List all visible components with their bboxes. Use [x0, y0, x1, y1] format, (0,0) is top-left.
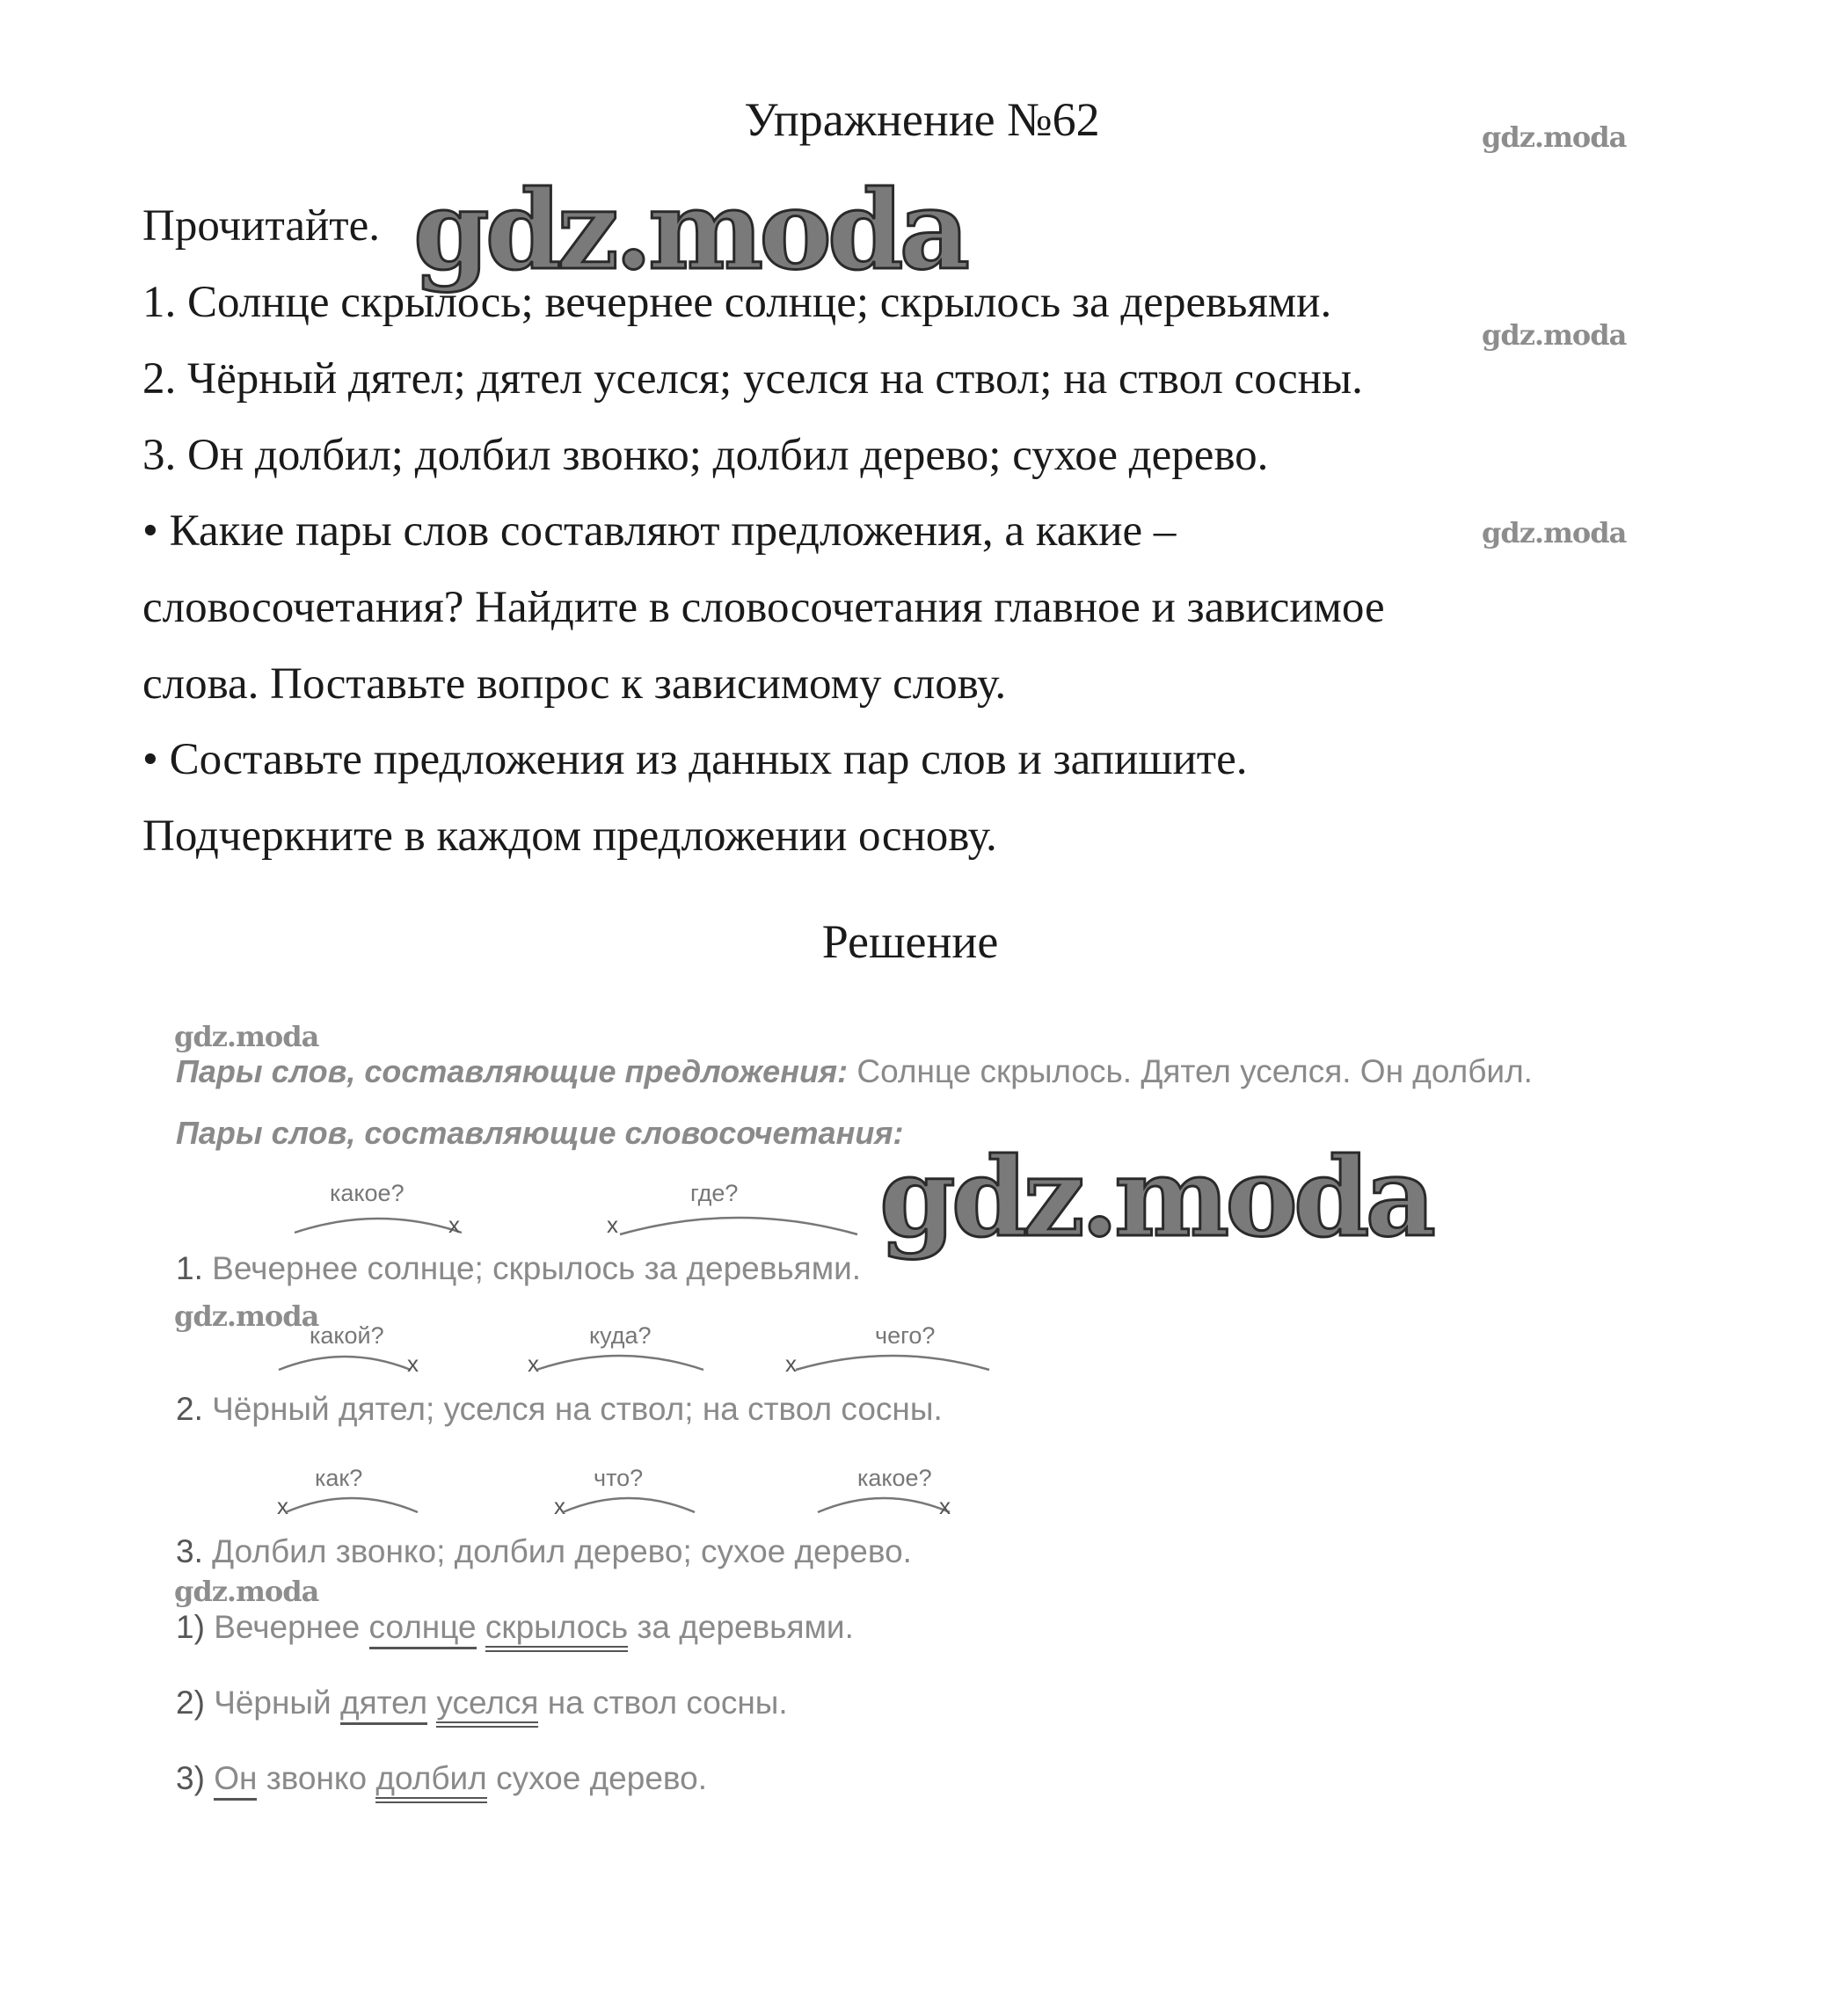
composed-3-mid: звонко [266, 1760, 368, 1796]
sentences-text: Солнце скрылось. Дятел уселся. Он долбил. [856, 1053, 1533, 1089]
question-2b: куда? [589, 1322, 652, 1349]
phrase-line-3-text: Долбил звонко; долбил дерево; сухое дерево. [212, 1533, 912, 1569]
solution-heading: Решение [821, 915, 999, 968]
task-instruction-1: • Какие пары слов составляют предложения, а какие – [142, 506, 1177, 556]
composed-1-pre: Вечернее [214, 1609, 361, 1645]
phrase-line-2-text: Чёрный дятел; уселся на ствол; на ствол сосны. [212, 1391, 943, 1427]
page-title: Упражнение №62 [744, 93, 1100, 146]
watermark-2: gdz.moda [1482, 318, 1627, 352]
arc-2a [274, 1345, 415, 1377]
phrase-line-1-num: 1. [176, 1250, 203, 1286]
phrase-line-1 [176, 1250, 861, 1287]
dep-mark-2b: х [528, 1350, 539, 1377]
arc-1b [616, 1206, 862, 1241]
composed-2-num: 2) [176, 1685, 205, 1721]
arc-3c [813, 1488, 954, 1519]
composed-sentence-1 [176, 1609, 854, 1646]
phrase-line-3 [176, 1533, 912, 1570]
watermark-large-2: gdz.moda [879, 1134, 1432, 1262]
sentences-label: Пары слов, составляющие предложения: [176, 1053, 849, 1089]
question-1b: где? [690, 1180, 739, 1206]
task-line-2: 2. Чёрный дятел; дятел уселся; уселся на ствол; на ствол сосны. [142, 354, 1363, 404]
task-instruction-4: • Составьте предложения из данных пар слов и запишите. [142, 735, 1248, 784]
composed-1-subject: солнце [369, 1609, 477, 1649]
composed-sentence-3 [176, 1760, 707, 1797]
dep-mark-3c: х [939, 1493, 951, 1519]
task-instruction-2: словосочетания? Найдите в словосочетания главное и зависимое [142, 583, 1385, 632]
dep-mark-1a: х [448, 1212, 460, 1238]
composed-sentence-2 [176, 1685, 788, 1721]
task-instruction-3: слова. Поставьте вопрос к зависимому слову. [142, 659, 1007, 709]
phrases-label: Пары слов, составляющие словосочетания: [176, 1115, 904, 1151]
arc-1a [290, 1206, 466, 1241]
question-2a: какой? [310, 1322, 384, 1349]
sentences-row [176, 1053, 1533, 1090]
composed-2-subject: дятел [340, 1685, 427, 1725]
dep-mark-3a: х [277, 1493, 288, 1519]
composed-1-num: 1) [176, 1609, 205, 1645]
watermark-3: gdz.moda [1482, 516, 1627, 549]
dep-mark-1b: х [607, 1212, 618, 1238]
composed-2-pre: Чёрный [214, 1685, 332, 1721]
phrase-line-3-num: 3. [176, 1533, 203, 1569]
arc-2b [532, 1345, 708, 1377]
arc-3b [558, 1488, 699, 1519]
watermark-large-1: gdz.moda [413, 167, 966, 295]
composed-3-subject: Он [214, 1760, 257, 1801]
watermark-5: gdz.moda [174, 1299, 319, 1333]
question-3b: что? [594, 1465, 644, 1491]
watermark-1: gdz.moda [1482, 120, 1627, 154]
question-1a: какое? [330, 1180, 405, 1206]
task-line-1: 1. Солнце скрылось; вечернее солнце; скрылось за деревьями. [142, 278, 1332, 327]
task-instruction-5: Подчеркните в каждом предложении основу. [142, 811, 997, 861]
phrase-line-2 [176, 1391, 943, 1428]
phrase-line-2-num: 2. [176, 1391, 203, 1427]
composed-3-num: 3) [176, 1760, 205, 1796]
question-3c: какое? [857, 1465, 932, 1491]
task-line-3: 3. Он долбил; долбил звонко; долбил дерево; сухое дерево. [142, 431, 1269, 480]
arc-2c [791, 1345, 994, 1377]
watermark-6: gdz.moda [174, 1575, 319, 1608]
dep-mark-3b: х [554, 1493, 565, 1519]
phrase-line-1-text: Вечернее солнце; скрылось за деревьями. [212, 1250, 862, 1286]
arc-3a [281, 1488, 422, 1519]
composed-2-predicate: уселся [436, 1685, 538, 1728]
composed-2-post: на ствол сосны. [547, 1685, 788, 1721]
dep-mark-2c: х [785, 1350, 797, 1377]
watermark-4: gdz.moda [174, 1020, 319, 1053]
task-intro: Прочитайте. [142, 201, 380, 251]
question-2c: чего? [875, 1322, 936, 1349]
composed-1-predicate: скрылось [485, 1609, 628, 1652]
question-3a: как? [315, 1465, 363, 1491]
composed-3-predicate: долбил [375, 1760, 486, 1803]
composed-3-post: сухое дерево. [496, 1760, 708, 1796]
dep-mark-2a: х [407, 1350, 419, 1377]
composed-1-post: за деревьями. [637, 1609, 854, 1645]
